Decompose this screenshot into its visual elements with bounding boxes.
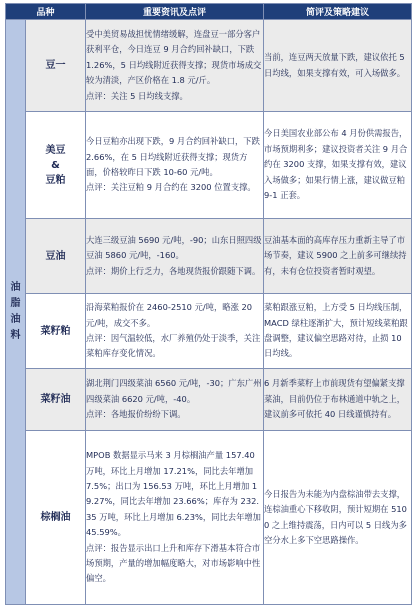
commodity-report-table (5, 3, 412, 605)
sector-char: 油 (10, 282, 21, 293)
header-variety: 品种 (6, 4, 86, 20)
sector-char: 料 (10, 330, 21, 341)
variety-cell (26, 112, 86, 219)
header-advice: 简评及策略建议 (264, 4, 412, 20)
table-row-rapeseed-oil (6, 369, 412, 431)
sector-char: 油 (10, 314, 21, 325)
news-text: 今日豆粕亦出现下跌，9 月合约回补缺口，下跌 2.66%，在 5 日均线附近获得支撑；现货方面，价格较昨日下跌 10-60 元/吨。 (86, 136, 260, 177)
table-header-row (6, 4, 412, 20)
advice-text: 豆油基本面的高库存压力重新主导了市场节奏，建议 5900 之上前多可继续持有，未有仓位投资者暂时观望。 (264, 234, 407, 276)
advice-text: 6 月新季菜籽上市前现货有望偏紧支撑菜油，目前仍位于布林通道中轨之上，建议前多可依托 40 日线谨慎持有。 (264, 378, 406, 420)
variety-name: 棕榈油 (40, 512, 71, 523)
news-comment: 点评：期价上行乏力，各地现货报价跟随下调。 (86, 265, 261, 276)
advice-cell (264, 294, 412, 369)
advice-cell (264, 219, 412, 294)
news-comment: 点评：关注 5 日均线支撑。 (86, 90, 188, 101)
table-row-soybean-no1 (6, 20, 412, 112)
news-text: 大连三级豆油 5690 元/吨，-90；山东日照四级豆油 5860 元/吨，-160。 (86, 234, 262, 261)
variety-name: 美豆 (45, 144, 66, 156)
variety-name: 菜籽粕 (40, 325, 71, 337)
news-text: MPOB 数据显示马来 3 月棕榈油产量 157.40 万吨，环比上月增加 17.21%，同比去年增加 7.5%；出口为 156.53 万吨，环比上月增加 19.27%，同比去年增加 23.66%；库存为 232.35 万吨，环比上月增加 6.23%，同比去年增加 45.59%。 (86, 450, 261, 538)
advice-cell (264, 20, 412, 112)
news-comment: 点评：各地报价纷纷下调。 (86, 409, 186, 420)
news-cell (86, 369, 264, 431)
variety-cell (26, 431, 86, 605)
sector-char: 脂 (10, 298, 21, 309)
advice-cell (264, 369, 412, 431)
table-row-soyoil (6, 219, 412, 294)
variety-name: 豆粕 (45, 174, 66, 186)
news-cell (86, 294, 264, 369)
variety-cell (26, 219, 86, 294)
variety-name: 豆一 (45, 60, 66, 71)
header-news: 重要资讯及点评 (86, 4, 264, 20)
variety-cell (26, 20, 86, 112)
news-text: 沿海菜粕报价在 2460-2510 元/吨，略涨 20 元/吨，成交不多。 (86, 302, 253, 328)
table-row-palm-oil (6, 431, 412, 605)
advice-cell (264, 431, 412, 605)
variety-name: 菜籽油 (40, 394, 71, 405)
news-text: 湖北荆门四级菜油 6560 元/吨，-30；广东广州四级菜油 6620 元/吨，-40。 (86, 378, 262, 404)
table-row-rapeseed-meal (6, 294, 412, 369)
news-comment: 点评：因气温较低，水厂养殖仍处于淡季，关注菜粕库存变化情况。 (86, 333, 261, 359)
news-comment: 点评：关注豆粕 9 月合约在 3200 位置支撑。 (86, 182, 256, 193)
advice-text: 菜粕跟涨豆粕，上方受 5 日均线压制，MACD 绿柱逐渐扩大，预计短线菜粕跟盘调整，建议偏空思路对待，止损 10 日均线。 (264, 302, 408, 359)
table-row-soymeal (6, 112, 412, 219)
sector-label (6, 20, 26, 605)
advice-text: 今日美国农业部公布 4 月份供需报告，市场预期利多；建议投资者关注 9 月合约在 3200 支撑，如果支撑有效，建议入场做多；如果行情上涨，建议做豆粕 9-1 正套。 (264, 128, 408, 201)
news-cell (86, 112, 264, 219)
variety-cell (26, 369, 86, 431)
variety-cell (26, 294, 86, 369)
news-cell (86, 219, 264, 294)
news-cell (86, 431, 264, 605)
news-text: 受中美贸易战担忧情绪缓解，连盘豆一部分客户获利平仓，今日连豆 9 月合约回补缺口，下跌 1.26%，5 日均线附近获得支撑；现货市场成交较为清淡，产区价格在 1.8 元/斤。 (86, 28, 262, 86)
variety-name: 豆油 (45, 250, 66, 262)
advice-text: 今日报告为未能为内盘棕油带去支撑，连棕油重心下移收阴，预计短期在 5100 之上维持震荡，日内可以 5 日线为多空分水上多下空思路操作。 (264, 488, 407, 545)
news-comment: 点评：报告显示出口上升和库存下滑基本符合市场预期，产量的增加幅度略大，对市场影响中性偏空。 (86, 542, 261, 584)
variety-name: & (51, 159, 60, 171)
advice-cell (264, 112, 412, 219)
advice-text: 当前，连豆两天放量下跌，建议依托 5 日均线，如果支撑有效，可入场做多。 (264, 52, 406, 78)
news-cell (86, 20, 264, 112)
